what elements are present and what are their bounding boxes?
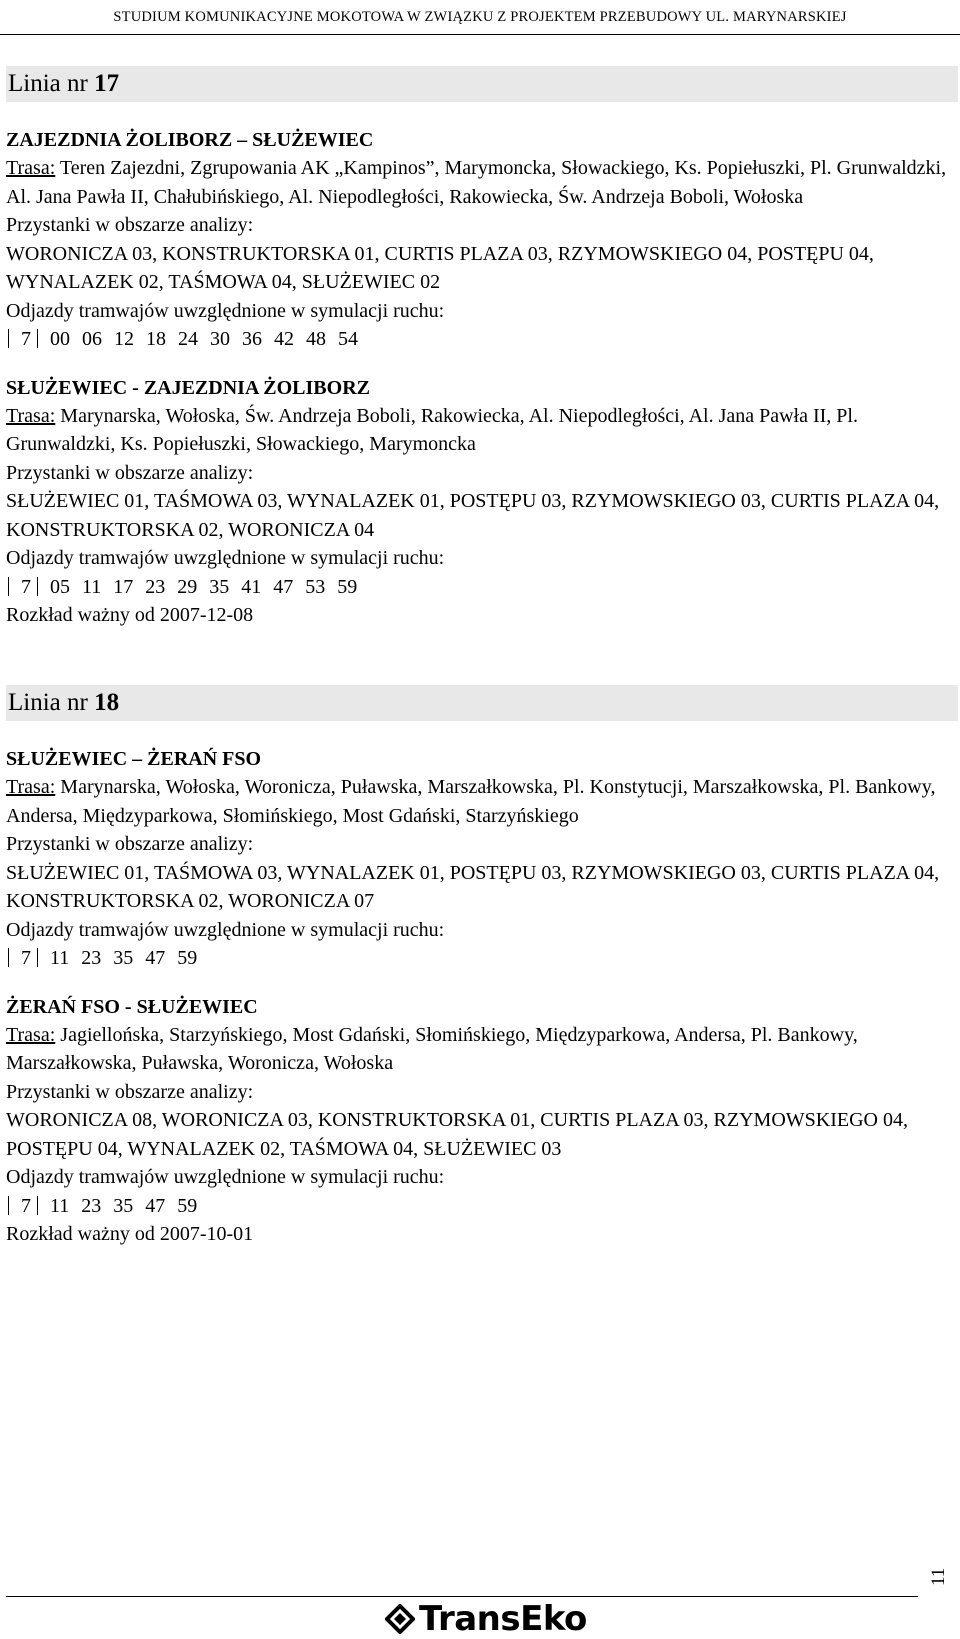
stops-list: WORONICZA 08, WORONICZA 03, KONSTRUKTORSKA 01, CURTIS PLAZA 03, RZYMOWSKIEGO 04, POSTĘPU 04, WYNALAZEK 02, TAŚMOWA 04, SŁUŻEWIEC 03: [6, 1109, 908, 1160]
stops-list: SŁUŻEWIEC 01, TAŚMOWA 03, WYNALAZEK 01, POSTĘPU 03, RZYMOWSKIEGO 03, CURTIS PLAZA 04, KONSTRUKTORSKA 02, WORONICZA 07: [6, 861, 940, 912]
stops-list: WORONICZA 03, KONSTRUKTORSKA 01, CURTIS PLAZA 03, RZYMOWSKIEGO 04, POSTĘPU 04, WYNALAZEK 02, TAŚMOWA 04, SŁUŻEWIEC 02: [6, 242, 874, 293]
departure-hour: 7: [21, 1194, 31, 1217]
departure-minute: 00: [50, 328, 70, 350]
line-prefix: Linia nr: [8, 689, 95, 716]
departure-minute: 24: [178, 328, 198, 350]
departure-minute: 06: [82, 328, 102, 350]
hour-divider: [8, 1196, 9, 1215]
direction-title: ŻERAŃ FSO - SŁUŻEWIEC: [6, 995, 258, 1018]
hour-divider: [37, 577, 38, 596]
hour-divider: [37, 1196, 38, 1215]
departure-minute: 41: [241, 575, 262, 598]
departure-minute: 12: [114, 328, 134, 350]
departure-minute: 23: [81, 947, 102, 969]
departure-minute: 48: [306, 328, 326, 350]
hour-divider: [8, 577, 9, 596]
departures-label: Odjazdy tramwajów uwzględnione w symulacji ruchu:: [6, 1166, 445, 1188]
departure-minute: 36: [242, 328, 262, 350]
line-18-section: [6, 685, 954, 1249]
route-value: Marynarska, Wołoska, Woronicza, Puławska, Marszałkowska, Pl. Konstytucji, Marszałkowska, Pl. Bankowy, Andersa, Międzyparkowa, Słomińskiego, Most Gdański, Starzyńskiego: [6, 776, 936, 827]
departures-row: [6, 1192, 954, 1221]
departure-minute: 47: [273, 575, 294, 598]
direction-title: ZAJEZDNIA ŻOLIBORZ – SŁUŻEWIEC: [6, 129, 374, 151]
departure-minute: 17: [113, 575, 134, 598]
stops-label: Przystanki w obszarze analizy:: [6, 461, 254, 484]
route-value: Teren Zajezdni, Zgrupowania AK „Kampinos”, Marymoncka, Słowackiego, Ks. Popiełuszki, Pl. Grunwaldzki, Al. Jana Pawła II, Chałubińskiego, Al. Niepodległości, Rakowiecka, Św. Andrzeja Boboli, Wołoska: [6, 157, 947, 208]
departure-minute: 59: [337, 575, 358, 598]
stops-list: SŁUŻEWIEC 01, TAŚMOWA 03, WYNALAZEK 01, POSTĘPU 03, RZYMOWSKIEGO 03, CURTIS PLAZA 04, KONSTRUKTORSKA 02, WORONICZA 04: [6, 490, 940, 541]
line-number: 18: [94, 689, 120, 716]
departure-hour: 7: [21, 328, 31, 350]
departures-row: [6, 325, 954, 354]
line-prefix: Linia nr: [8, 70, 95, 97]
line-heading: [6, 66, 958, 102]
route-value: Marynarska, Wołoska, Św. Andrzeja Boboli, Rakowiecka, Al. Niepodległości, Al. Jana Pawła II, Pl. Grunwaldzki, Ks. Popiełuszki, Słowackiego, Marymoncka: [6, 404, 858, 455]
departure-minute: 05: [50, 575, 70, 598]
route-value: Jagiellońska, Starzyńskiego, Most Gdański, Słomińskiego, Międzyparkowa, Andersa, Pl. Bankowy, Marszałkowska, Puławska, Woronicza, Wołoska: [6, 1023, 858, 1074]
departure-minute: 47: [145, 1194, 166, 1217]
departure-minute: 42: [274, 328, 294, 350]
stops-label: Przystanki w obszarze analizy:: [6, 833, 254, 855]
departure-minute: 11: [50, 947, 70, 969]
departures-label: Odjazdy tramwajów uwzględnione w symulacji ruchu:: [6, 918, 445, 941]
line-number: 17: [94, 70, 120, 97]
route-text: [6, 1021, 954, 1078]
departure-minute: 54: [338, 328, 358, 350]
route-text: [6, 154, 954, 211]
route-text: [6, 402, 954, 459]
hour-divider: [37, 329, 38, 348]
footer-rule: [6, 1596, 918, 1597]
stops-label: Przystanki w obszarze analizy:: [6, 214, 254, 236]
departures-row: [6, 573, 954, 602]
departures-row: [6, 944, 954, 973]
departure-minute: 35: [209, 575, 230, 598]
departures-label: Odjazdy tramwajów uwzględnione w symulacji ruchu:: [6, 299, 445, 322]
line-heading: [6, 685, 958, 721]
route-text: [6, 773, 954, 830]
transeko-logo-icon: [385, 1604, 415, 1634]
logo-text: TransEko: [419, 1599, 587, 1639]
hour-divider: [8, 329, 9, 348]
direction-title: SŁUŻEWIEC – ŻERAŃ FSO: [6, 748, 262, 770]
route-label: Trasa:: [6, 404, 56, 427]
line-17-section: [6, 66, 954, 630]
departure-minute: 11: [50, 1194, 70, 1217]
departure-minute: 53: [305, 575, 326, 598]
route-label: Trasa:: [6, 157, 56, 179]
route-label: Trasa:: [6, 1023, 56, 1046]
departure-minute: 29: [177, 575, 198, 598]
departure-minute: 59: [177, 947, 198, 969]
departure-minute: 11: [82, 575, 102, 598]
departure-minute: 35: [113, 1194, 134, 1217]
schedule-valid-from: Rozkład ważny od 2007-12-08: [6, 604, 254, 626]
schedule-valid-from: Rozkład ważny od 2007-10-01: [6, 1223, 254, 1245]
page-number: 11: [928, 1567, 949, 1586]
hour-divider: [8, 948, 9, 967]
departure-minute: 30: [210, 328, 230, 350]
departure-minute: 18: [146, 328, 166, 350]
departure-minute: 47: [145, 947, 166, 969]
hour-divider: [37, 948, 38, 967]
departure-minute: 59: [177, 1194, 198, 1217]
direction-title: SŁUŻEWIEC - ZAJEZDNIA ŻOLIBORZ: [6, 376, 370, 399]
departure-hour: 7: [21, 575, 31, 598]
route-label: Trasa:: [6, 776, 56, 798]
departure-minute: 23: [81, 1194, 102, 1217]
departure-hour: 7: [21, 947, 31, 969]
departure-minute: 35: [113, 947, 134, 969]
departure-minute: 23: [145, 575, 166, 598]
running-header: STUDIUM KOMUNIKACYJNE MOKOTOWA W ZWIĄZKU Z PROJEKTEM PRZEBUDOWY UL. MARYNARSKIEJ: [0, 0, 960, 35]
stops-label: Przystanki w obszarze analizy:: [6, 1080, 254, 1103]
transeko-logo: [385, 1600, 587, 1638]
departures-label: Odjazdy tramwajów uwzględnione w symulacji ruchu:: [6, 547, 445, 569]
